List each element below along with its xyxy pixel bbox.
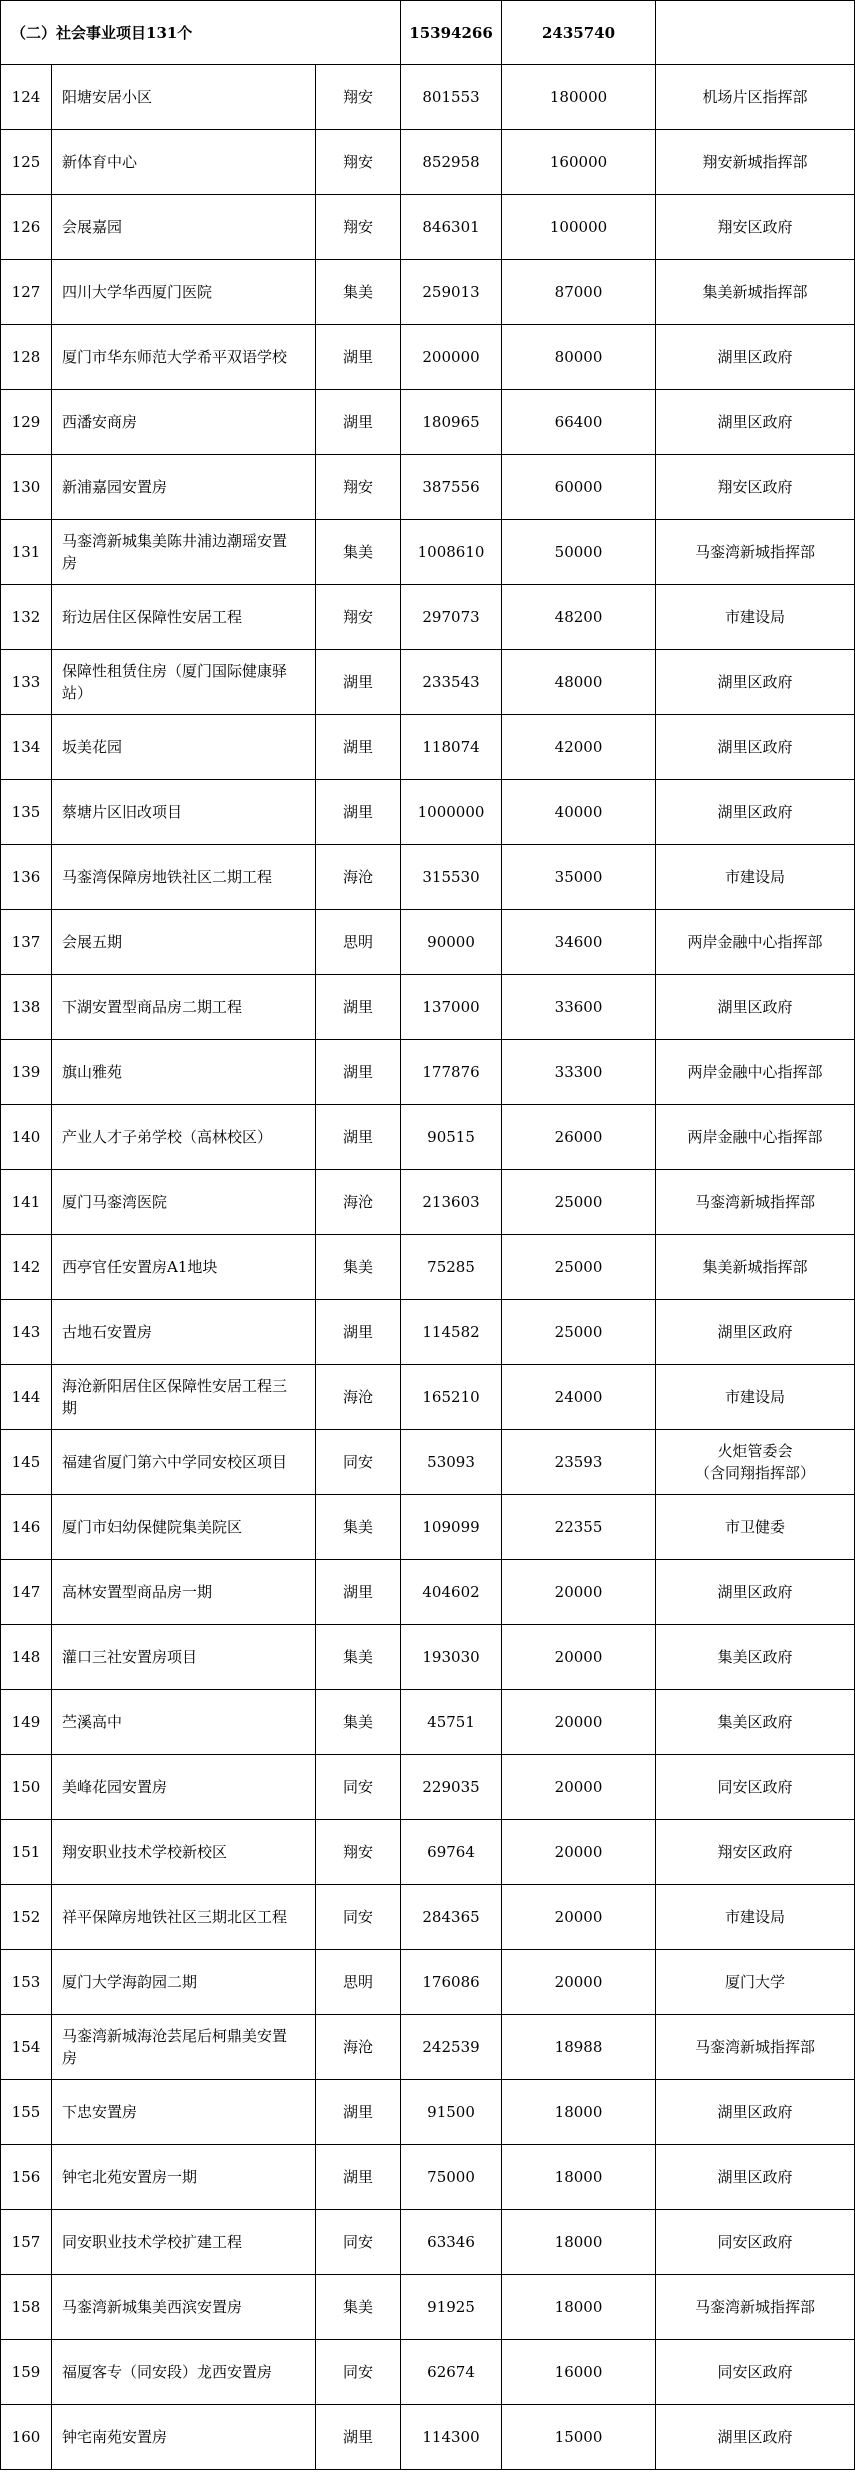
total-investment: 137000 bbox=[401, 975, 502, 1040]
total-investment: 193030 bbox=[401, 1625, 502, 1690]
project-name: 下湖安置型商品房二期工程 bbox=[52, 975, 316, 1040]
annual-investment: 20000 bbox=[502, 1625, 656, 1690]
annual-investment: 40000 bbox=[502, 780, 656, 845]
table-row bbox=[1, 325, 855, 390]
row-number: 128 bbox=[1, 325, 52, 390]
district: 思明 bbox=[316, 1950, 401, 2015]
project-name: 海沧新阳居住区保障性安居工程三期 bbox=[52, 1365, 316, 1430]
total-investment: 90515 bbox=[401, 1105, 502, 1170]
total-investment: 45751 bbox=[401, 1690, 502, 1755]
total-investment: 62674 bbox=[401, 2340, 502, 2405]
table-row bbox=[1, 390, 855, 455]
table-row bbox=[1, 1040, 855, 1105]
annual-investment: 50000 bbox=[502, 520, 656, 585]
responsible-unit: 两岸金融中心指挥部 bbox=[656, 1040, 855, 1105]
district: 集美 bbox=[316, 1625, 401, 1690]
row-number: 149 bbox=[1, 1690, 52, 1755]
responsible-unit: 湖里区政府 bbox=[656, 780, 855, 845]
annual-investment: 87000 bbox=[502, 260, 656, 325]
table-row bbox=[1, 975, 855, 1040]
responsible-unit: 机场片区指挥部 bbox=[656, 65, 855, 130]
project-name: 厦门市华东师范大学希平双语学校 bbox=[52, 325, 316, 390]
total-investment: 180965 bbox=[401, 390, 502, 455]
section-title: （二）社会事业项目131个 bbox=[1, 1, 401, 65]
project-name: 新浦嘉园安置房 bbox=[52, 455, 316, 520]
responsible-unit: 厦门大学 bbox=[656, 1950, 855, 2015]
total-investment: 846301 bbox=[401, 195, 502, 260]
project-name: 马銮湾保障房地铁社区二期工程 bbox=[52, 845, 316, 910]
table-row bbox=[1, 260, 855, 325]
section-annual-investment: 2435740 bbox=[502, 1, 656, 65]
district: 湖里 bbox=[316, 1560, 401, 1625]
total-investment: 165210 bbox=[401, 1365, 502, 1430]
responsible-unit: 两岸金融中心指挥部 bbox=[656, 1105, 855, 1170]
annual-investment: 20000 bbox=[502, 1755, 656, 1820]
project-name: 钟宅南苑安置房 bbox=[52, 2405, 316, 2470]
annual-investment: 23593 bbox=[502, 1430, 656, 1495]
responsible-unit: 湖里区政府 bbox=[656, 975, 855, 1040]
district: 湖里 bbox=[316, 780, 401, 845]
responsible-unit: 市建设局 bbox=[656, 1885, 855, 1950]
annual-investment: 16000 bbox=[502, 2340, 656, 2405]
row-number: 139 bbox=[1, 1040, 52, 1105]
district: 同安 bbox=[316, 2340, 401, 2405]
row-number: 144 bbox=[1, 1365, 52, 1430]
row-number: 137 bbox=[1, 910, 52, 975]
district: 湖里 bbox=[316, 2080, 401, 2145]
table-row bbox=[1, 1560, 855, 1625]
responsible-unit: 湖里区政府 bbox=[656, 650, 855, 715]
row-number: 155 bbox=[1, 2080, 52, 2145]
annual-investment: 18000 bbox=[502, 2275, 656, 2340]
section-empty-cell bbox=[656, 1, 855, 65]
annual-investment: 34600 bbox=[502, 910, 656, 975]
responsible-unit: 湖里区政府 bbox=[656, 2080, 855, 2145]
responsible-unit: 同安区政府 bbox=[656, 1755, 855, 1820]
district: 集美 bbox=[316, 520, 401, 585]
table-row bbox=[1, 1235, 855, 1300]
district: 集美 bbox=[316, 1235, 401, 1300]
district: 湖里 bbox=[316, 715, 401, 780]
annual-investment: 42000 bbox=[502, 715, 656, 780]
row-number: 151 bbox=[1, 1820, 52, 1885]
row-number: 126 bbox=[1, 195, 52, 260]
district: 同安 bbox=[316, 1755, 401, 1820]
table-row bbox=[1, 650, 855, 715]
annual-investment: 48000 bbox=[502, 650, 656, 715]
table-row bbox=[1, 2015, 855, 2080]
project-name: 厦门马銮湾医院 bbox=[52, 1170, 316, 1235]
row-number: 146 bbox=[1, 1495, 52, 1560]
responsible-unit: 市卫健委 bbox=[656, 1495, 855, 1560]
row-number: 124 bbox=[1, 65, 52, 130]
table-row bbox=[1, 2145, 855, 2210]
project-name: 福厦客专（同安段）龙西安置房 bbox=[52, 2340, 316, 2405]
responsible-unit: 湖里区政府 bbox=[656, 1560, 855, 1625]
annual-investment: 100000 bbox=[502, 195, 656, 260]
annual-investment: 18988 bbox=[502, 2015, 656, 2080]
row-number: 159 bbox=[1, 2340, 52, 2405]
table-row bbox=[1, 1755, 855, 1820]
district: 海沧 bbox=[316, 1170, 401, 1235]
annual-investment: 18000 bbox=[502, 2210, 656, 2275]
project-name: 高林安置型商品房一期 bbox=[52, 1560, 316, 1625]
table-row bbox=[1, 65, 855, 130]
total-investment: 1008610 bbox=[401, 520, 502, 585]
project-name: 旗山雅苑 bbox=[52, 1040, 316, 1105]
row-number: 158 bbox=[1, 2275, 52, 2340]
district: 湖里 bbox=[316, 975, 401, 1040]
responsible-unit: 集美区政府 bbox=[656, 1625, 855, 1690]
row-number: 134 bbox=[1, 715, 52, 780]
annual-investment: 25000 bbox=[502, 1235, 656, 1300]
district: 湖里 bbox=[316, 390, 401, 455]
district: 湖里 bbox=[316, 1040, 401, 1105]
project-name: 西亭官任安置房A1地块 bbox=[52, 1235, 316, 1300]
annual-investment: 66400 bbox=[502, 390, 656, 455]
row-number: 152 bbox=[1, 1885, 52, 1950]
project-name: 蔡塘片区旧改项目 bbox=[52, 780, 316, 845]
table-row bbox=[1, 1820, 855, 1885]
total-investment: 229035 bbox=[401, 1755, 502, 1820]
total-investment: 852958 bbox=[401, 130, 502, 195]
project-name: 产业人才子弟学校（高林校区） bbox=[52, 1105, 316, 1170]
total-investment: 63346 bbox=[401, 2210, 502, 2275]
section-header-row bbox=[1, 1, 855, 65]
district: 集美 bbox=[316, 1690, 401, 1755]
total-investment: 91500 bbox=[401, 2080, 502, 2145]
project-name: 马銮湾新城海沧芸尾后柯鼎美安置房 bbox=[52, 2015, 316, 2080]
responsible-unit: 翔安区政府 bbox=[656, 1820, 855, 1885]
total-investment: 114300 bbox=[401, 2405, 502, 2470]
total-investment: 404602 bbox=[401, 1560, 502, 1625]
project-name: 新体育中心 bbox=[52, 130, 316, 195]
table-row bbox=[1, 2275, 855, 2340]
table-row bbox=[1, 1950, 855, 2015]
project-name: 会展嘉园 bbox=[52, 195, 316, 260]
total-investment: 69764 bbox=[401, 1820, 502, 1885]
table-row bbox=[1, 2080, 855, 2145]
table-row bbox=[1, 1300, 855, 1365]
district: 翔安 bbox=[316, 455, 401, 520]
total-investment: 233543 bbox=[401, 650, 502, 715]
annual-investment: 25000 bbox=[502, 1170, 656, 1235]
project-name: 福建省厦门第六中学同安校区项目 bbox=[52, 1430, 316, 1495]
district: 集美 bbox=[316, 2275, 401, 2340]
district: 湖里 bbox=[316, 650, 401, 715]
row-number: 140 bbox=[1, 1105, 52, 1170]
annual-investment: 26000 bbox=[502, 1105, 656, 1170]
total-investment: 387556 bbox=[401, 455, 502, 520]
responsible-unit: 湖里区政府 bbox=[656, 2405, 855, 2470]
district: 湖里 bbox=[316, 1300, 401, 1365]
table-row bbox=[1, 585, 855, 650]
row-number: 141 bbox=[1, 1170, 52, 1235]
responsible-unit bbox=[656, 1430, 855, 1495]
responsible-unit: 同安区政府 bbox=[656, 2340, 855, 2405]
row-number: 133 bbox=[1, 650, 52, 715]
total-investment: 177876 bbox=[401, 1040, 502, 1105]
project-name: 古地石安置房 bbox=[52, 1300, 316, 1365]
project-name: 马銮湾新城集美陈井浦边潮瑶安置房 bbox=[52, 520, 316, 585]
total-investment: 213603 bbox=[401, 1170, 502, 1235]
table-row bbox=[1, 2405, 855, 2470]
project-name: 会展五期 bbox=[52, 910, 316, 975]
table-row bbox=[1, 2210, 855, 2275]
project-name: 厦门大学海韵园二期 bbox=[52, 1950, 316, 2015]
annual-investment: 20000 bbox=[502, 1885, 656, 1950]
project-name: 同安职业技术学校扩建工程 bbox=[52, 2210, 316, 2275]
responsible-unit: 集美区政府 bbox=[656, 1690, 855, 1755]
table-row bbox=[1, 2340, 855, 2405]
total-investment: 91925 bbox=[401, 2275, 502, 2340]
district: 翔安 bbox=[316, 1820, 401, 1885]
responsible-unit: 湖里区政府 bbox=[656, 390, 855, 455]
row-number: 136 bbox=[1, 845, 52, 910]
annual-investment: 80000 bbox=[502, 325, 656, 390]
project-name: 厦门市妇幼保健院集美院区 bbox=[52, 1495, 316, 1560]
table-row bbox=[1, 1625, 855, 1690]
annual-investment: 20000 bbox=[502, 1690, 656, 1755]
district: 湖里 bbox=[316, 1105, 401, 1170]
annual-investment: 15000 bbox=[502, 2405, 656, 2470]
responsible-unit: 同安区政府 bbox=[656, 2210, 855, 2275]
table-row bbox=[1, 455, 855, 520]
row-number: 143 bbox=[1, 1300, 52, 1365]
responsible-unit: 集美新城指挥部 bbox=[656, 260, 855, 325]
annual-investment: 33300 bbox=[502, 1040, 656, 1105]
project-name: 灌口三社安置房项目 bbox=[52, 1625, 316, 1690]
table-row bbox=[1, 780, 855, 845]
annual-investment: 20000 bbox=[502, 1820, 656, 1885]
district: 湖里 bbox=[316, 2405, 401, 2470]
responsible-unit: 湖里区政府 bbox=[656, 2145, 855, 2210]
row-number: 129 bbox=[1, 390, 52, 455]
responsible-unit: 翔安区政府 bbox=[656, 455, 855, 520]
district: 海沧 bbox=[316, 845, 401, 910]
table-row bbox=[1, 520, 855, 585]
row-number: 153 bbox=[1, 1950, 52, 2015]
project-name: 钟宅北苑安置房一期 bbox=[52, 2145, 316, 2210]
responsible-unit: 湖里区政府 bbox=[656, 325, 855, 390]
row-number: 127 bbox=[1, 260, 52, 325]
district: 同安 bbox=[316, 1430, 401, 1495]
total-investment: 118074 bbox=[401, 715, 502, 780]
project-name: 坂美花园 bbox=[52, 715, 316, 780]
responsible-unit: 湖里区政府 bbox=[656, 715, 855, 780]
table-row bbox=[1, 1105, 855, 1170]
table-body bbox=[1, 1, 855, 2470]
annual-investment: 18000 bbox=[502, 2145, 656, 2210]
row-number: 150 bbox=[1, 1755, 52, 1820]
district: 海沧 bbox=[316, 2015, 401, 2080]
annual-investment: 48200 bbox=[502, 585, 656, 650]
project-name: 西潘安商房 bbox=[52, 390, 316, 455]
responsible-unit: 马銮湾新城指挥部 bbox=[656, 1170, 855, 1235]
project-name: 阳塘安居小区 bbox=[52, 65, 316, 130]
project-name: 美峰花园安置房 bbox=[52, 1755, 316, 1820]
annual-investment: 180000 bbox=[502, 65, 656, 130]
annual-investment: 18000 bbox=[502, 2080, 656, 2145]
row-number: 154 bbox=[1, 2015, 52, 2080]
district: 翔安 bbox=[316, 195, 401, 260]
responsible-unit: 两岸金融中心指挥部 bbox=[656, 910, 855, 975]
row-number: 131 bbox=[1, 520, 52, 585]
annual-investment: 160000 bbox=[502, 130, 656, 195]
district: 翔安 bbox=[316, 130, 401, 195]
responsible-unit: 翔安区政府 bbox=[656, 195, 855, 260]
responsible-unit: 集美新城指挥部 bbox=[656, 1235, 855, 1300]
district: 集美 bbox=[316, 1495, 401, 1560]
table-row bbox=[1, 1430, 855, 1495]
table-row bbox=[1, 1170, 855, 1235]
annual-investment: 33600 bbox=[502, 975, 656, 1040]
row-number: 157 bbox=[1, 2210, 52, 2275]
row-number: 160 bbox=[1, 2405, 52, 2470]
table-row bbox=[1, 715, 855, 780]
project-name: 翔安职业技术学校新校区 bbox=[52, 1820, 316, 1885]
row-number: 132 bbox=[1, 585, 52, 650]
annual-investment: 20000 bbox=[502, 1950, 656, 2015]
annual-investment: 35000 bbox=[502, 845, 656, 910]
total-investment: 1000000 bbox=[401, 780, 502, 845]
row-number: 156 bbox=[1, 2145, 52, 2210]
row-number: 135 bbox=[1, 780, 52, 845]
total-investment: 801553 bbox=[401, 65, 502, 130]
district: 湖里 bbox=[316, 2145, 401, 2210]
row-number: 147 bbox=[1, 1560, 52, 1625]
total-investment: 90000 bbox=[401, 910, 502, 975]
table-row bbox=[1, 1495, 855, 1560]
total-investment: 109099 bbox=[401, 1495, 502, 1560]
annual-investment: 20000 bbox=[502, 1560, 656, 1625]
total-investment: 176086 bbox=[401, 1950, 502, 2015]
row-number: 142 bbox=[1, 1235, 52, 1300]
project-name: 祥平保障房地铁社区三期北区工程 bbox=[52, 1885, 316, 1950]
responsible-unit: 马銮湾新城指挥部 bbox=[656, 520, 855, 585]
responsible-unit: 市建设局 bbox=[656, 585, 855, 650]
table-row bbox=[1, 1690, 855, 1755]
total-investment: 75000 bbox=[401, 2145, 502, 2210]
district: 海沧 bbox=[316, 1365, 401, 1430]
total-investment: 297073 bbox=[401, 585, 502, 650]
annual-investment: 22355 bbox=[502, 1495, 656, 1560]
responsible-unit: 湖里区政府 bbox=[656, 1300, 855, 1365]
responsible-unit: 市建设局 bbox=[656, 845, 855, 910]
project-name: 四川大学华西厦门医院 bbox=[52, 260, 316, 325]
table-row bbox=[1, 1365, 855, 1430]
total-investment: 75285 bbox=[401, 1235, 502, 1300]
row-number: 145 bbox=[1, 1430, 52, 1495]
row-number: 138 bbox=[1, 975, 52, 1040]
table-row bbox=[1, 845, 855, 910]
total-investment: 114582 bbox=[401, 1300, 502, 1365]
district: 同安 bbox=[316, 1885, 401, 1950]
section-total-investment: 15394266 bbox=[401, 1, 502, 65]
responsible-unit: 翔安新城指挥部 bbox=[656, 130, 855, 195]
responsible-unit: 马銮湾新城指挥部 bbox=[656, 2275, 855, 2340]
table-row bbox=[1, 1885, 855, 1950]
annual-investment: 24000 bbox=[502, 1365, 656, 1430]
total-investment: 200000 bbox=[401, 325, 502, 390]
table-row bbox=[1, 195, 855, 260]
total-investment: 242539 bbox=[401, 2015, 502, 2080]
district: 翔安 bbox=[316, 65, 401, 130]
responsible-unit: 市建设局 bbox=[656, 1365, 855, 1430]
district: 集美 bbox=[316, 260, 401, 325]
project-name: 下忠安置房 bbox=[52, 2080, 316, 2145]
project-name: 苎溪高中 bbox=[52, 1690, 316, 1755]
responsible-unit-line1: 火炬管委会 bbox=[717, 1442, 793, 1460]
table-row bbox=[1, 910, 855, 975]
row-number: 125 bbox=[1, 130, 52, 195]
total-investment: 259013 bbox=[401, 260, 502, 325]
total-investment: 315530 bbox=[401, 845, 502, 910]
total-investment: 284365 bbox=[401, 1885, 502, 1950]
responsible-unit-line2: （含同翔指挥部） bbox=[695, 1464, 816, 1482]
total-investment: 53093 bbox=[401, 1430, 502, 1495]
district: 翔安 bbox=[316, 585, 401, 650]
district: 思明 bbox=[316, 910, 401, 975]
project-name: 保障性租赁住房（厦门国际健康驿站） bbox=[52, 650, 316, 715]
row-number: 148 bbox=[1, 1625, 52, 1690]
annual-investment: 25000 bbox=[502, 1300, 656, 1365]
district: 湖里 bbox=[316, 325, 401, 390]
responsible-unit: 马銮湾新城指挥部 bbox=[656, 2015, 855, 2080]
annual-investment: 60000 bbox=[502, 455, 656, 520]
project-name: 马銮湾新城集美西滨安置房 bbox=[52, 2275, 316, 2340]
row-number: 130 bbox=[1, 455, 52, 520]
table-row bbox=[1, 130, 855, 195]
district: 同安 bbox=[316, 2210, 401, 2275]
project-name: 珩边居住区保障性安居工程 bbox=[52, 585, 316, 650]
